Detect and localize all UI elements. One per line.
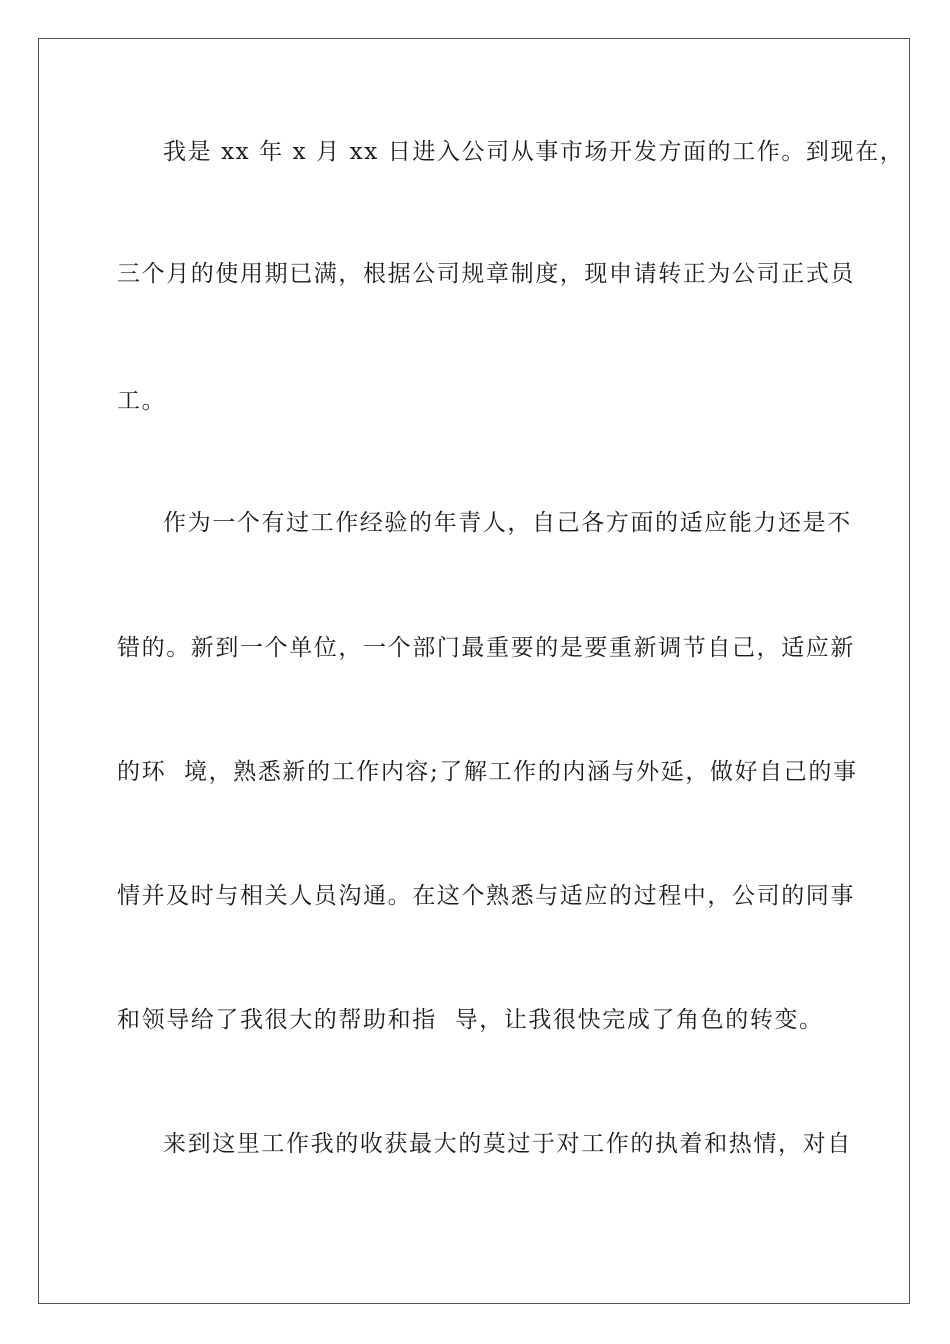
- paragraph-2-line-1: 作为一个有过工作经验的年青人，自己各方面的适应能力还是不: [163, 510, 852, 536]
- paragraph-2-line-5: 和领导给了我很大的帮助和指 导，让我很快完成了角色的转变。: [117, 1007, 824, 1033]
- paragraph-1-line-1: 我是 xx 年 x 月 xx 日进入公司从事市场开发方面的工作。到现在，: [163, 139, 905, 165]
- paragraph-2-line-2: 错的。新到一个单位，一个部门最重要的是要重新调节自己，适应新: [117, 635, 855, 661]
- paragraph-2-line-3: 的环 境，熟悉新的工作内容;了解工作的内涵与外延，做好自己的事: [117, 759, 858, 785]
- paragraph-2-line-4: 情并及时与相关人员沟通。在这个熟悉与适应的过程中，公司的同事: [117, 883, 855, 909]
- page-border: [38, 38, 910, 1304]
- paragraph-1-line-2: 三个月的使用期已满，根据公司规章制度，现申请转正为公司正式员: [117, 261, 855, 287]
- paragraph-3-line-1: 来到这里工作我的收获最大的莫过于对工作的执着和热情，对自: [163, 1131, 852, 1157]
- paragraph-1-line-3: 工。: [117, 388, 167, 414]
